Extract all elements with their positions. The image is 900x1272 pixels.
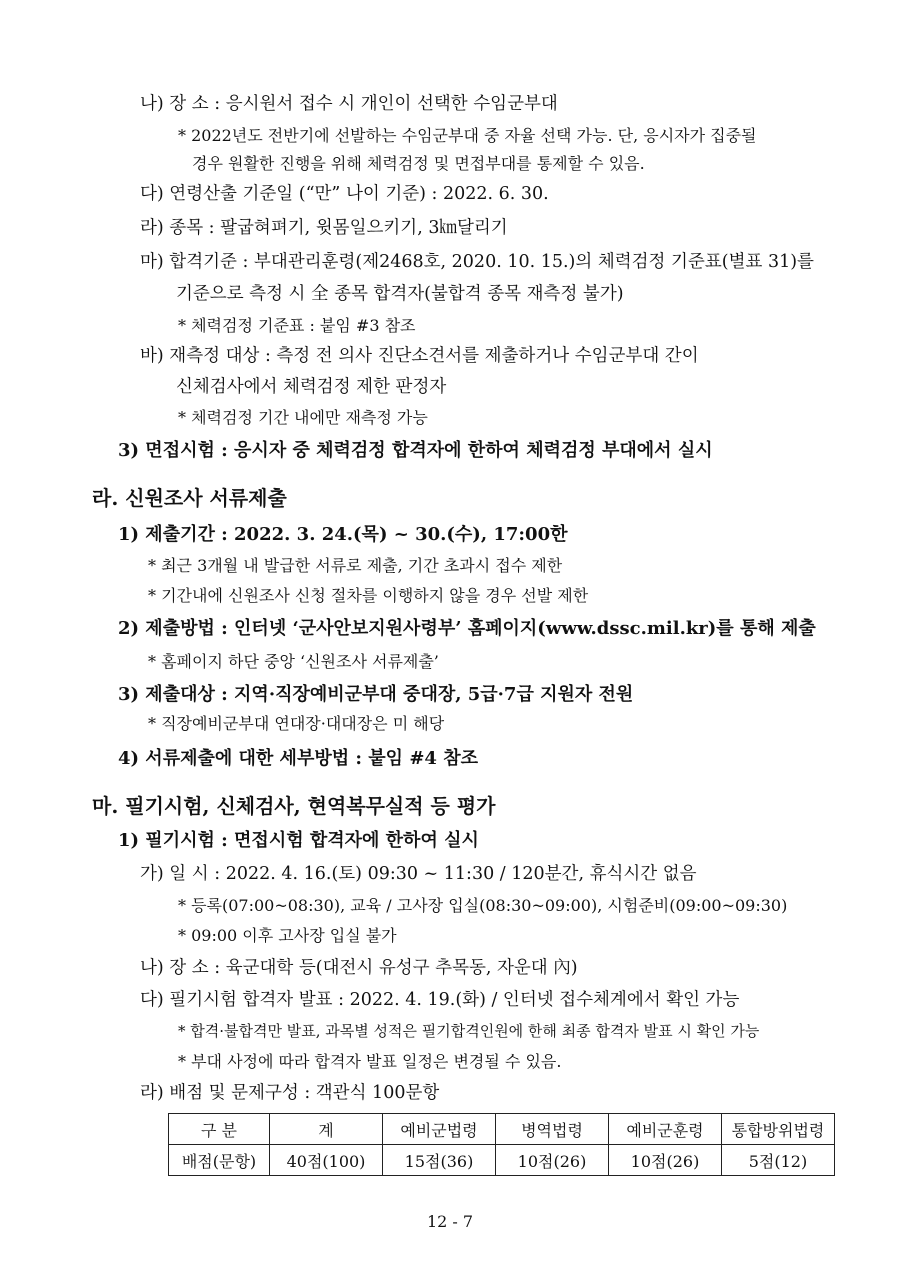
note-line: * 2022년도 전반기에 선발하는 수임군부대 중 자율 선택 가능. 단, 응시자가 집중될 xyxy=(178,126,757,145)
note-line: * 직장예비군부대 연대장·대대장은 미 해당 xyxy=(148,714,445,733)
section-heading: 마. 필기시험, 신체검사, 현역복무실적 등 평가 xyxy=(92,794,496,818)
note-line: * 등록(07:00~08:30), 교육 / 고사장 입실(08:30~09:00), 시험준비(09:00~09:30) xyxy=(178,896,788,915)
text-line: 기준으로 측정 시 全 종목 합격자(불합격 종목 재측정 불가) xyxy=(176,284,624,304)
text-line: 가) 일 시 : 2022. 4. 16.(토) 09:30 ~ 11:30 / 120분간, 휴식시간 없음 xyxy=(140,864,697,884)
subsection-heading: 3) 제출대상 : 지역·직장예비군부대 중대장, 5급·7급 지원자 전원 xyxy=(118,684,634,705)
table-cell: 10점(26) xyxy=(609,1145,722,1176)
table-row xyxy=(169,1145,835,1176)
text-line: 마) 합격기준 : 부대관리훈령(제2468호, 2020. 10. 15.)의 체력검정 기준표(별표 31)를 xyxy=(140,252,814,272)
table-cell: 5점(12) xyxy=(722,1145,835,1176)
note-line: * 체력검정 기간 내에만 재측정 가능 xyxy=(178,408,428,427)
score-table xyxy=(168,1113,835,1176)
section-heading: 라. 신원조사 서류제출 xyxy=(92,486,287,510)
subsection-heading: 3) 면접시험 : 응시자 중 체력검정 합격자에 한하여 체력검정 부대에서 실시 xyxy=(118,440,713,461)
table-cell: 10점(26) xyxy=(496,1145,609,1176)
text-line: 라) 배점 및 문제구성 : 객관식 100문항 xyxy=(140,1083,440,1103)
table-header-cell: 계 xyxy=(270,1114,383,1145)
text-line: 바) 재측정 대상 : 측정 전 의사 진단소견서를 제출하거나 수임군부대 간이 xyxy=(140,346,699,366)
note-line: * 합격·불합격만 발표, 과목별 성적은 필기합격인원에 한해 최종 합격자 발표 시 확인 가능 xyxy=(178,1022,760,1040)
table-cell: 40점(100) xyxy=(270,1145,383,1176)
table-header-cell: 예비군훈령 xyxy=(609,1114,722,1145)
subsection-heading: 2) 제출방법 : 인터넷 ‘군사안보지원사령부’ 홈페이지(www.dssc.mil.kr)를 통해 제출 xyxy=(118,618,816,639)
note-line: * 09:00 이후 고사장 입실 불가 xyxy=(178,926,397,945)
table-header-cell: 구 분 xyxy=(169,1114,270,1145)
table-header-cell: 예비군법령 xyxy=(383,1114,496,1145)
note-line: * 기간내에 신원조사 신청 절차를 이행하지 않을 경우 선발 제한 xyxy=(148,586,589,605)
note-line: 경우 원활한 진행을 위해 체력검정 및 면접부대를 통제할 수 있음. xyxy=(192,154,645,173)
text-line: 다) 연령산출 기준일 (“만” 나이 기준) : 2022. 6. 30. xyxy=(140,184,549,204)
table-cell: 배점(문항) xyxy=(169,1145,270,1176)
page-number: 12 - 7 xyxy=(426,1212,474,1231)
subsection-heading: 1) 제출기간 : 2022. 3. 24.(목) ~ 30.(수), 17:00한 xyxy=(118,524,568,545)
table-header-row xyxy=(169,1114,835,1145)
table-cell: 15점(36) xyxy=(383,1145,496,1176)
note-line: * 최근 3개월 내 발급한 서류로 제출, 기간 초과시 접수 제한 xyxy=(148,556,563,575)
text-line: 라) 종목 : 팔굽혀펴기, 윗몸일으키기, 3㎞달리기 xyxy=(140,218,508,238)
subsection-heading: 4) 서류제출에 대한 세부방법 : 붙임 #4 참조 xyxy=(118,748,478,769)
text-line: 나) 장 소 : 응시원서 접수 시 개인이 선택한 수임군부대 xyxy=(140,94,558,114)
table-header-cell: 통합방위법령 xyxy=(722,1114,835,1145)
subsection-heading: 1) 필기시험 : 면접시험 합격자에 한하여 실시 xyxy=(118,830,479,851)
text-line: 다) 필기시험 합격자 발표 : 2022. 4. 19.(화) / 인터넷 접수체계에서 확인 가능 xyxy=(140,990,740,1010)
note-line: * 홈페이지 하단 중앙 ‘신원조사 서류제출’ xyxy=(148,652,439,671)
text-line: 나) 장 소 : 육군대학 등(대전시 유성구 추목동, 자운대 內) xyxy=(140,958,578,978)
table-header-cell: 병역법령 xyxy=(496,1114,609,1145)
text-line: 신체검사에서 체력검정 제한 판정자 xyxy=(176,377,447,397)
note-line: * 부대 사정에 따라 합격자 발표 일정은 변경될 수 있음. xyxy=(178,1052,562,1071)
note-line: * 체력검정 기준표 : 붙임 #3 참조 xyxy=(178,316,416,335)
